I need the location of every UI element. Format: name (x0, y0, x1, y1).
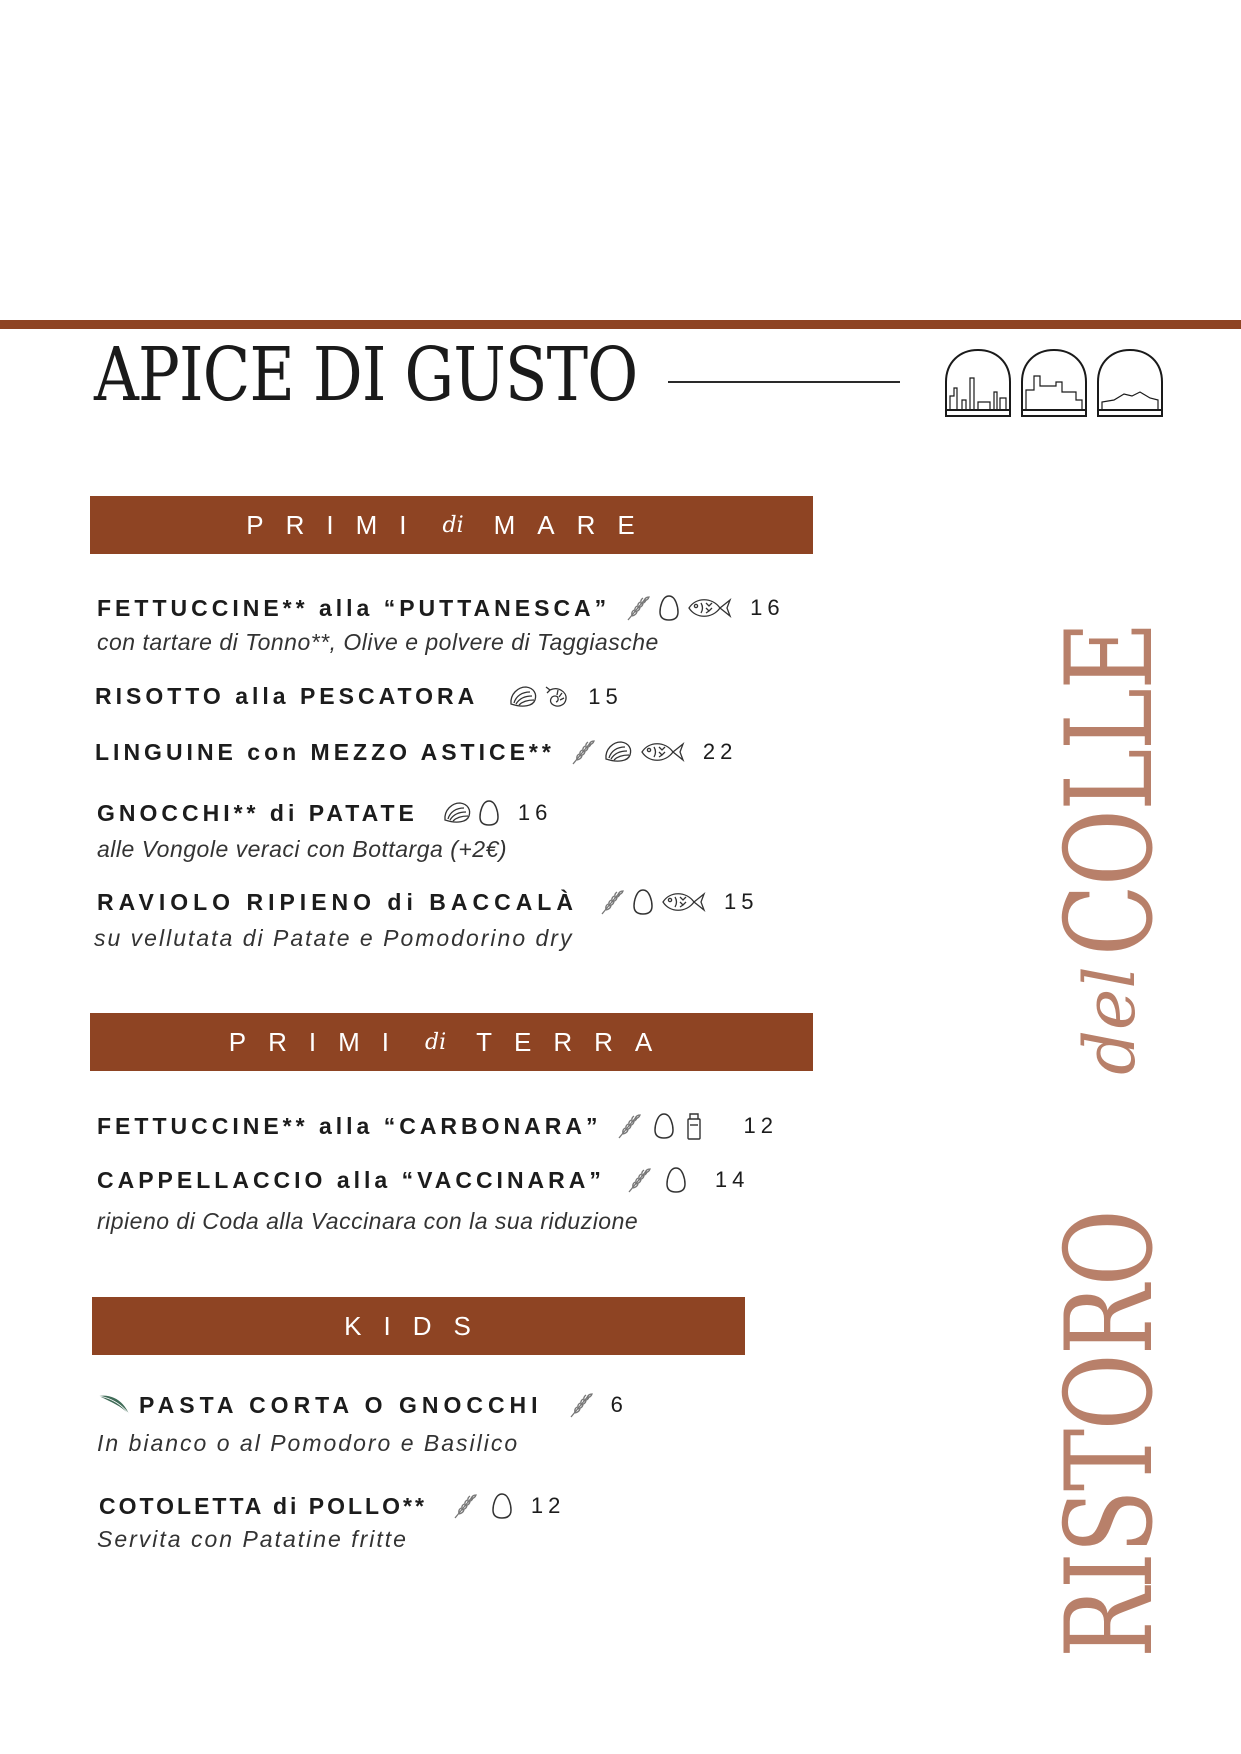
menu-item-carbonara (97, 1111, 778, 1141)
top-divider (0, 320, 1241, 329)
section-word: PRIMI (246, 509, 429, 540)
wheat-icon (567, 1391, 595, 1419)
item-name: COTOLETTA di POLLO** (99, 1492, 427, 1519)
egg-icon (478, 799, 500, 827)
item-description: ripieno di Coda alla Vaccinara con la sua riduzione (97, 1208, 639, 1234)
item-description: con tartare di Tonno**, Olive e polvere di Taggiasche (97, 629, 659, 655)
brand-wordmark (1040, 623, 1180, 1658)
shrimp-icon (544, 684, 570, 710)
item-price: 12 (743, 1113, 778, 1138)
item-name: FETTUCCINE** alla “CARBONARA” (97, 1112, 602, 1139)
title-rule (668, 381, 900, 383)
item-name: FETTUCCINE** alla “PUTTANESCA” (97, 594, 611, 621)
menu-item-gnocchi (97, 799, 552, 827)
item-price: 6 (610, 1392, 628, 1417)
item-name: RISOTTO alla PESCATORA (95, 683, 479, 709)
section-di: di (442, 512, 464, 538)
item-description: In bianco o al Pomodoro e Basilico (97, 1430, 520, 1456)
menu-item-raviolo (97, 888, 758, 916)
shell-icon (442, 800, 472, 826)
section-word: TERRA (476, 1026, 675, 1057)
item-price: 22 (702, 739, 738, 764)
fish-icon (660, 889, 706, 915)
item-name: LINGUINE con MEZZO ASTICE** (95, 738, 555, 765)
fish-icon (686, 595, 732, 621)
section-di: di (424, 1029, 447, 1055)
item-price: 15 (723, 889, 759, 914)
item-price: 12 (530, 1493, 566, 1518)
item-description: Servita con Patatine fritte (97, 1526, 408, 1552)
shell-icon (603, 739, 633, 765)
menu-item-cotoletta (99, 1492, 565, 1520)
brand-word-ristoro: RISTORO (1040, 1210, 1180, 1658)
wheat-icon (569, 738, 597, 766)
brand-word-colle: COLLE (1040, 623, 1180, 957)
egg-icon (491, 1492, 513, 1520)
wheat-icon (451, 1492, 479, 1520)
egg-icon (658, 594, 680, 622)
fish-icon (639, 739, 685, 765)
item-description: su vellutata di Patate e Pomodorino dry (94, 925, 574, 951)
item-description: alle Vongole veraci con Bottarga (+2€) (97, 836, 508, 862)
item-price: 15 (588, 683, 623, 709)
wheat-icon (615, 1112, 643, 1140)
section-header-kids (92, 1297, 745, 1355)
egg-icon (653, 1112, 675, 1140)
leaf-icon (97, 1392, 131, 1418)
shell-icon (508, 684, 538, 710)
wheat-icon (598, 888, 626, 916)
milk-icon (685, 1111, 703, 1141)
egg-icon (632, 888, 654, 916)
menu-item-pasta-kids (97, 1391, 628, 1419)
menu-item-astice (95, 738, 737, 766)
wheat-icon (624, 594, 652, 622)
item-price: 16 (517, 800, 553, 825)
page-title: APICE DI GUSTO (94, 332, 638, 418)
section-word: MARE (493, 509, 657, 540)
item-name: RAVIOLO RIPIENO di BACCALÀ (97, 888, 578, 915)
section-header-primi-terra (90, 1013, 813, 1071)
item-price: 16 (750, 595, 785, 620)
arch-skyline-icon (944, 348, 1166, 418)
section-word: PRIMI (228, 1026, 411, 1057)
item-name: PASTA CORTA O GNOCCHI (139, 1391, 543, 1418)
wheat-icon (625, 1166, 653, 1194)
menu-item-puttanesca (97, 594, 785, 622)
item-price: 14 (714, 1167, 750, 1192)
menu-item-pescatora (95, 683, 623, 710)
section-header-primi-mare (90, 496, 813, 554)
section-word: KIDS (344, 1310, 493, 1341)
brand-word-del: del (1069, 966, 1151, 1075)
menu-item-vaccinara (97, 1166, 749, 1194)
brand-logo (1040, 623, 1180, 1658)
item-name: GNOCCHI** di PATATE (97, 799, 418, 826)
item-name: CAPPELLACCIO alla “VACCINARA” (97, 1166, 605, 1193)
egg-icon (665, 1166, 687, 1194)
